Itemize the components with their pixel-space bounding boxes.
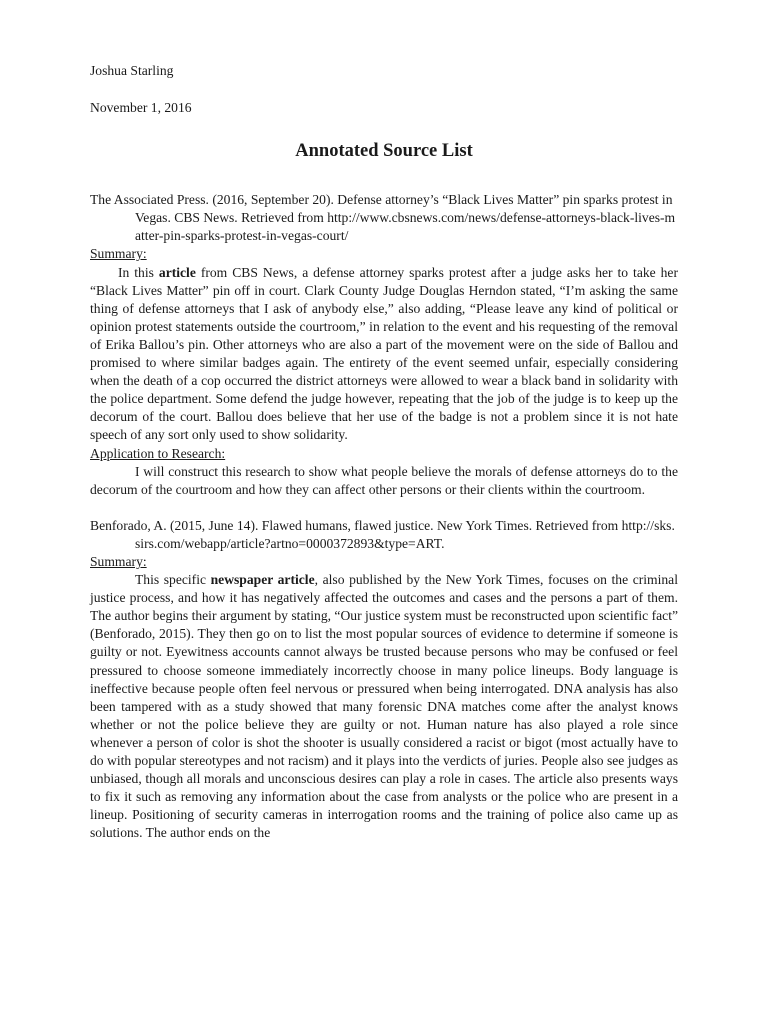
citation-url: http://www.cbsnews.com/news/defense-attorneys-black-lives-matter-pin-sparks-protest-in-vegas-court/ (135, 210, 676, 244)
summary-heading: Summary: (90, 553, 147, 569)
summary-lead: In this (118, 264, 159, 280)
citation-text: The Associated Press. (2016, September 20). Defense attorney’s “Black Lives Matter” pin sparks protest in Vegas. CBS News. Retrieved from (90, 192, 673, 226)
summary-paragraph (90, 264, 678, 445)
summary-source-type: article (158, 264, 196, 280)
author-name: Joshua Starling (90, 63, 174, 78)
summary-heading: Summary: (90, 246, 147, 262)
citation-text: Benforado, A. (2015, June 14). Flawed humans, flawed justice. New York Times. Retrieved from (90, 517, 619, 533)
summary-body: from CBS News, a defense attorney sparks protest after a judge asks her to take her “Black Lives Matter” pin off in court. Clark County Judge Douglas Herndon stated, “I’m asking the same thing of defense attorneys that I ask of anybody else,” also adding, “Please leave any kind of political or opinion protest statements outside the courtroom,” in relation to the event and his requesting of the removal of Erika Ballou’s pin. Other attorneys who are also a part of the movement were on the side of Ballou and promised to where similar badges again. The entirety of the event seemed unfair, especially considering when the death of a cop occurred the district attorneys were allowed to wear a black band in solidarity with the police department. Some defend the judge however, repeating that the job of the judge is to keep up the decorum of the court. Ballou does believe that her use of the badge is not a problem since it is not hate speech of any sort only used to show solidarity. (90, 264, 678, 443)
source-entry-1 (90, 191, 678, 499)
citation (90, 517, 678, 553)
summary-body: , also published by the New York Times, focuses on the criminal justice process, and how it has negatively affected the outcomes and cases and the persons a part of them. The author begins their argument by stating, “Our justice system must be reconstructed upon scientific fact” (Benforado, 2015). They then go on to list the most popular sources of evidence to determine if someone is guilty or not. Eyewitness accounts cannot always be trusted because persons who may be confused or feel pressured to choose someone immediately incorrectly choose in many police lineups. Body language is ineffective because people often feel nervous or pressured when being interrogated. DNA analysis has also been tampered with as a study showed that many forensic DNA matches come after the analyst knows whether or not the police believe they are guilty or not. Human nature has also played a role since whenever a person of color is shot the shooter is usually considered a racist or bigot (most actually have to do with popular stereotypes and not racism) and it plays into the verdicts of juries. People also see judges as unbiased, though all morals and unconscious desires can play a role in cases. The article also presents ways to fix it such as removing any information about the case from analysts or the police who are present in a lineup. Positioning of security cameras in interrogation rooms and the training of police also came up as solutions. The author ends on the (90, 572, 678, 841)
summary-lead: This specific (135, 572, 211, 588)
document-date: November 1, 2016 (90, 100, 192, 116)
citation-url: http://sks.sirs.com/webapp/article?artno=0000372893&type=ART. (135, 517, 675, 551)
page-title: Annotated Source List (295, 141, 473, 162)
application-paragraph: I will construct this research to show what people believe the morals of defense attorneys do to the decorum of the courtroom and how they can affect other persons or their clients within the courtroom. (90, 463, 678, 497)
source-entry-2 (90, 517, 678, 843)
citation (90, 191, 678, 245)
summary-source-type: newspaper article (210, 572, 315, 588)
application-heading: Application to Research: (90, 445, 226, 461)
summary-paragraph (90, 571, 678, 842)
